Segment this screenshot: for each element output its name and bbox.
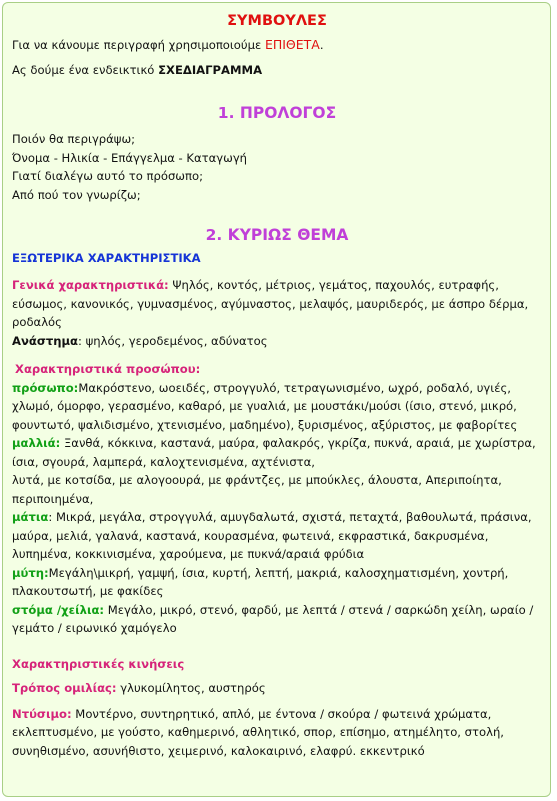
mouth-text: Μεγάλο, μικρό, στενό, φαρδύ, με λεπτά / στενά / σαρκώδη χείλη, ωραίο / γεμάτο / ειρωνικό χαμόγελο	[12, 602, 534, 635]
prologue-line: Από πού τον γνωρίζω;	[12, 187, 141, 202]
prologue-line: Γιατί διαλέγω αυτό το πρόσωπο;	[12, 169, 203, 183]
nose-line	[12, 564, 542, 601]
mouth-label: στόμα /χείλια:	[12, 602, 105, 617]
advice-panel	[2, 2, 551, 797]
height-line	[12, 332, 542, 351]
dress-label: Ντύσιμο:	[12, 706, 72, 721]
general-characteristics	[12, 276, 542, 332]
prologue-questions	[12, 130, 542, 204]
speech-line	[12, 679, 542, 698]
mouth-line	[12, 601, 542, 638]
speech-label: Τρόπος ομιλίας:	[12, 681, 117, 695]
dress-line	[12, 705, 542, 761]
prologue-line: Ποιόν θα περιγράψω;	[12, 132, 136, 146]
prologue-line: Όνομα - Ηλικία - Επάγγελμα - Καταγωγή	[12, 150, 248, 165]
intro-period: .	[319, 37, 324, 52]
hair-text: Ξανθά, κόκκινα, καστανά, μαύρα, φαλακρός, γκρίζα, πυκνά, αραιά, με χωρίστρα, ίσια, σγουρά, λαμπερά, καλοχτενισμένα, αχτένιστα,	[12, 436, 536, 469]
outline-word: ΣΧΕΔΙΑΓΡΑΜΜΑ	[158, 63, 263, 77]
eyes-label: μάτια	[12, 510, 49, 524]
movement-heading: Χαρακτηριστικές κινήσεις	[12, 656, 185, 671]
intro-text: Για να κάνουμε περιγραφή χρησιμοποιούμε	[12, 37, 265, 52]
nose-text: Μεγάλη\μικρή, γαμψή, ίσια, κυρτή, λεπτή, μακριά, καλοσχηματισμένη, χοντρή, πλακουτσωτή, με φακίδες	[12, 565, 509, 598]
eyes-text: : Μικρά, μεγάλα, στρογγυλά, αμυγδαλωτά, σχιστά, πεταχτά, βαθουλωτά, πράσινα, μαύρα, μελιά, γαλανά, καστανά, κουρασμένα, φωτεινά, εκφραστικά, δακρυσμένα, λυπημένα, κοκκινισμένα, χαρούμενα, με πυκνά/αραιά φρύδια	[12, 510, 532, 561]
face-line	[12, 379, 542, 435]
nose-label: μύτη:	[12, 565, 49, 580]
intro-line-1	[12, 36, 542, 55]
intro-text-2: Ας δούμε ένα ενδεικτικό	[12, 63, 159, 77]
external-characteristics-heading: ΕΞΩΤΕΡΙΚΑ ΧΑΡΑΚΤΗΡΙΣΤΙΚΑ	[12, 250, 201, 265]
height-text: : ψηλός, γεροδεμένος, αδύνατος	[78, 333, 268, 348]
height-label: Ανάστημα	[12, 333, 79, 348]
hair-line-2: λυτά, με κοτσίδα, με αλογοουρά, με φράντζες, με μπούκλες, άλουστα, Απεριποίητα, περιποιημένα,	[12, 473, 502, 506]
main-heading: 2. ΚΥΡΙΩΣ ΘΕΜΑ	[205, 226, 349, 244]
general-label: Γενικά χαρακτηριστικά:	[12, 278, 169, 292]
page-title: ΣΥΜΒΟΥΛΕΣ	[227, 13, 327, 29]
prologue-heading: 1. ΠΡΟΛΟΓΟΣ	[217, 103, 337, 122]
speech-text: γλυκομίλητος, αυστηρός	[116, 681, 266, 695]
face-label: πρόσωπο:	[12, 380, 79, 395]
face-text: Μακρόστενο, ωοειδές, στρογγυλό, τετραγωνισμένο, ωχρό, ροδαλό, υγιές, χλωμό, όμορφο, γερασμένο, καθαρό, με γυαλιά, με μουστάκι/μούσι (ίσιο, στενό, μικρό, φουντωτό, ψαλιδισμένο, χτενισμένο, μαδημένο), ξυρισμένος, αξύριστος, με φαβορίτες	[12, 380, 518, 432]
eyes-line	[12, 508, 542, 564]
hair-label: μαλλιά:	[12, 436, 61, 450]
face-features-heading: Χαρακτηριστικά προσώπου:	[15, 362, 201, 376]
dress-text: Μοντέρνο, συντηρητικό, απλό, με έντονα / σκούρα / φωτεινά χρώματα, εκλεπτυσμένο, με γούστο, καθημερινό, αθλητικό, σπορ, επίσημο, ατημέλητο, στολή, συνηθισμένο, ασυνήθιστο, χειμερινό, καλοκαιρινό, ελαφρύ. εκκεντρικό	[12, 706, 504, 758]
adjectives-highlight: ΕΠΙΘΕΤΑ	[264, 36, 320, 52]
general-text: Ψηλός, κοντός, μέτριος, γεμάτος, παχουλός, ευτραφής, εύσωμος, κανονικός, γυμνασμένος, αγύμναστος, μελαψός, μαυριδερός, με άσπρο δέρμα, ροδαλός	[12, 278, 529, 329]
hair-line	[12, 434, 542, 471]
intro-line-2	[12, 61, 542, 80]
